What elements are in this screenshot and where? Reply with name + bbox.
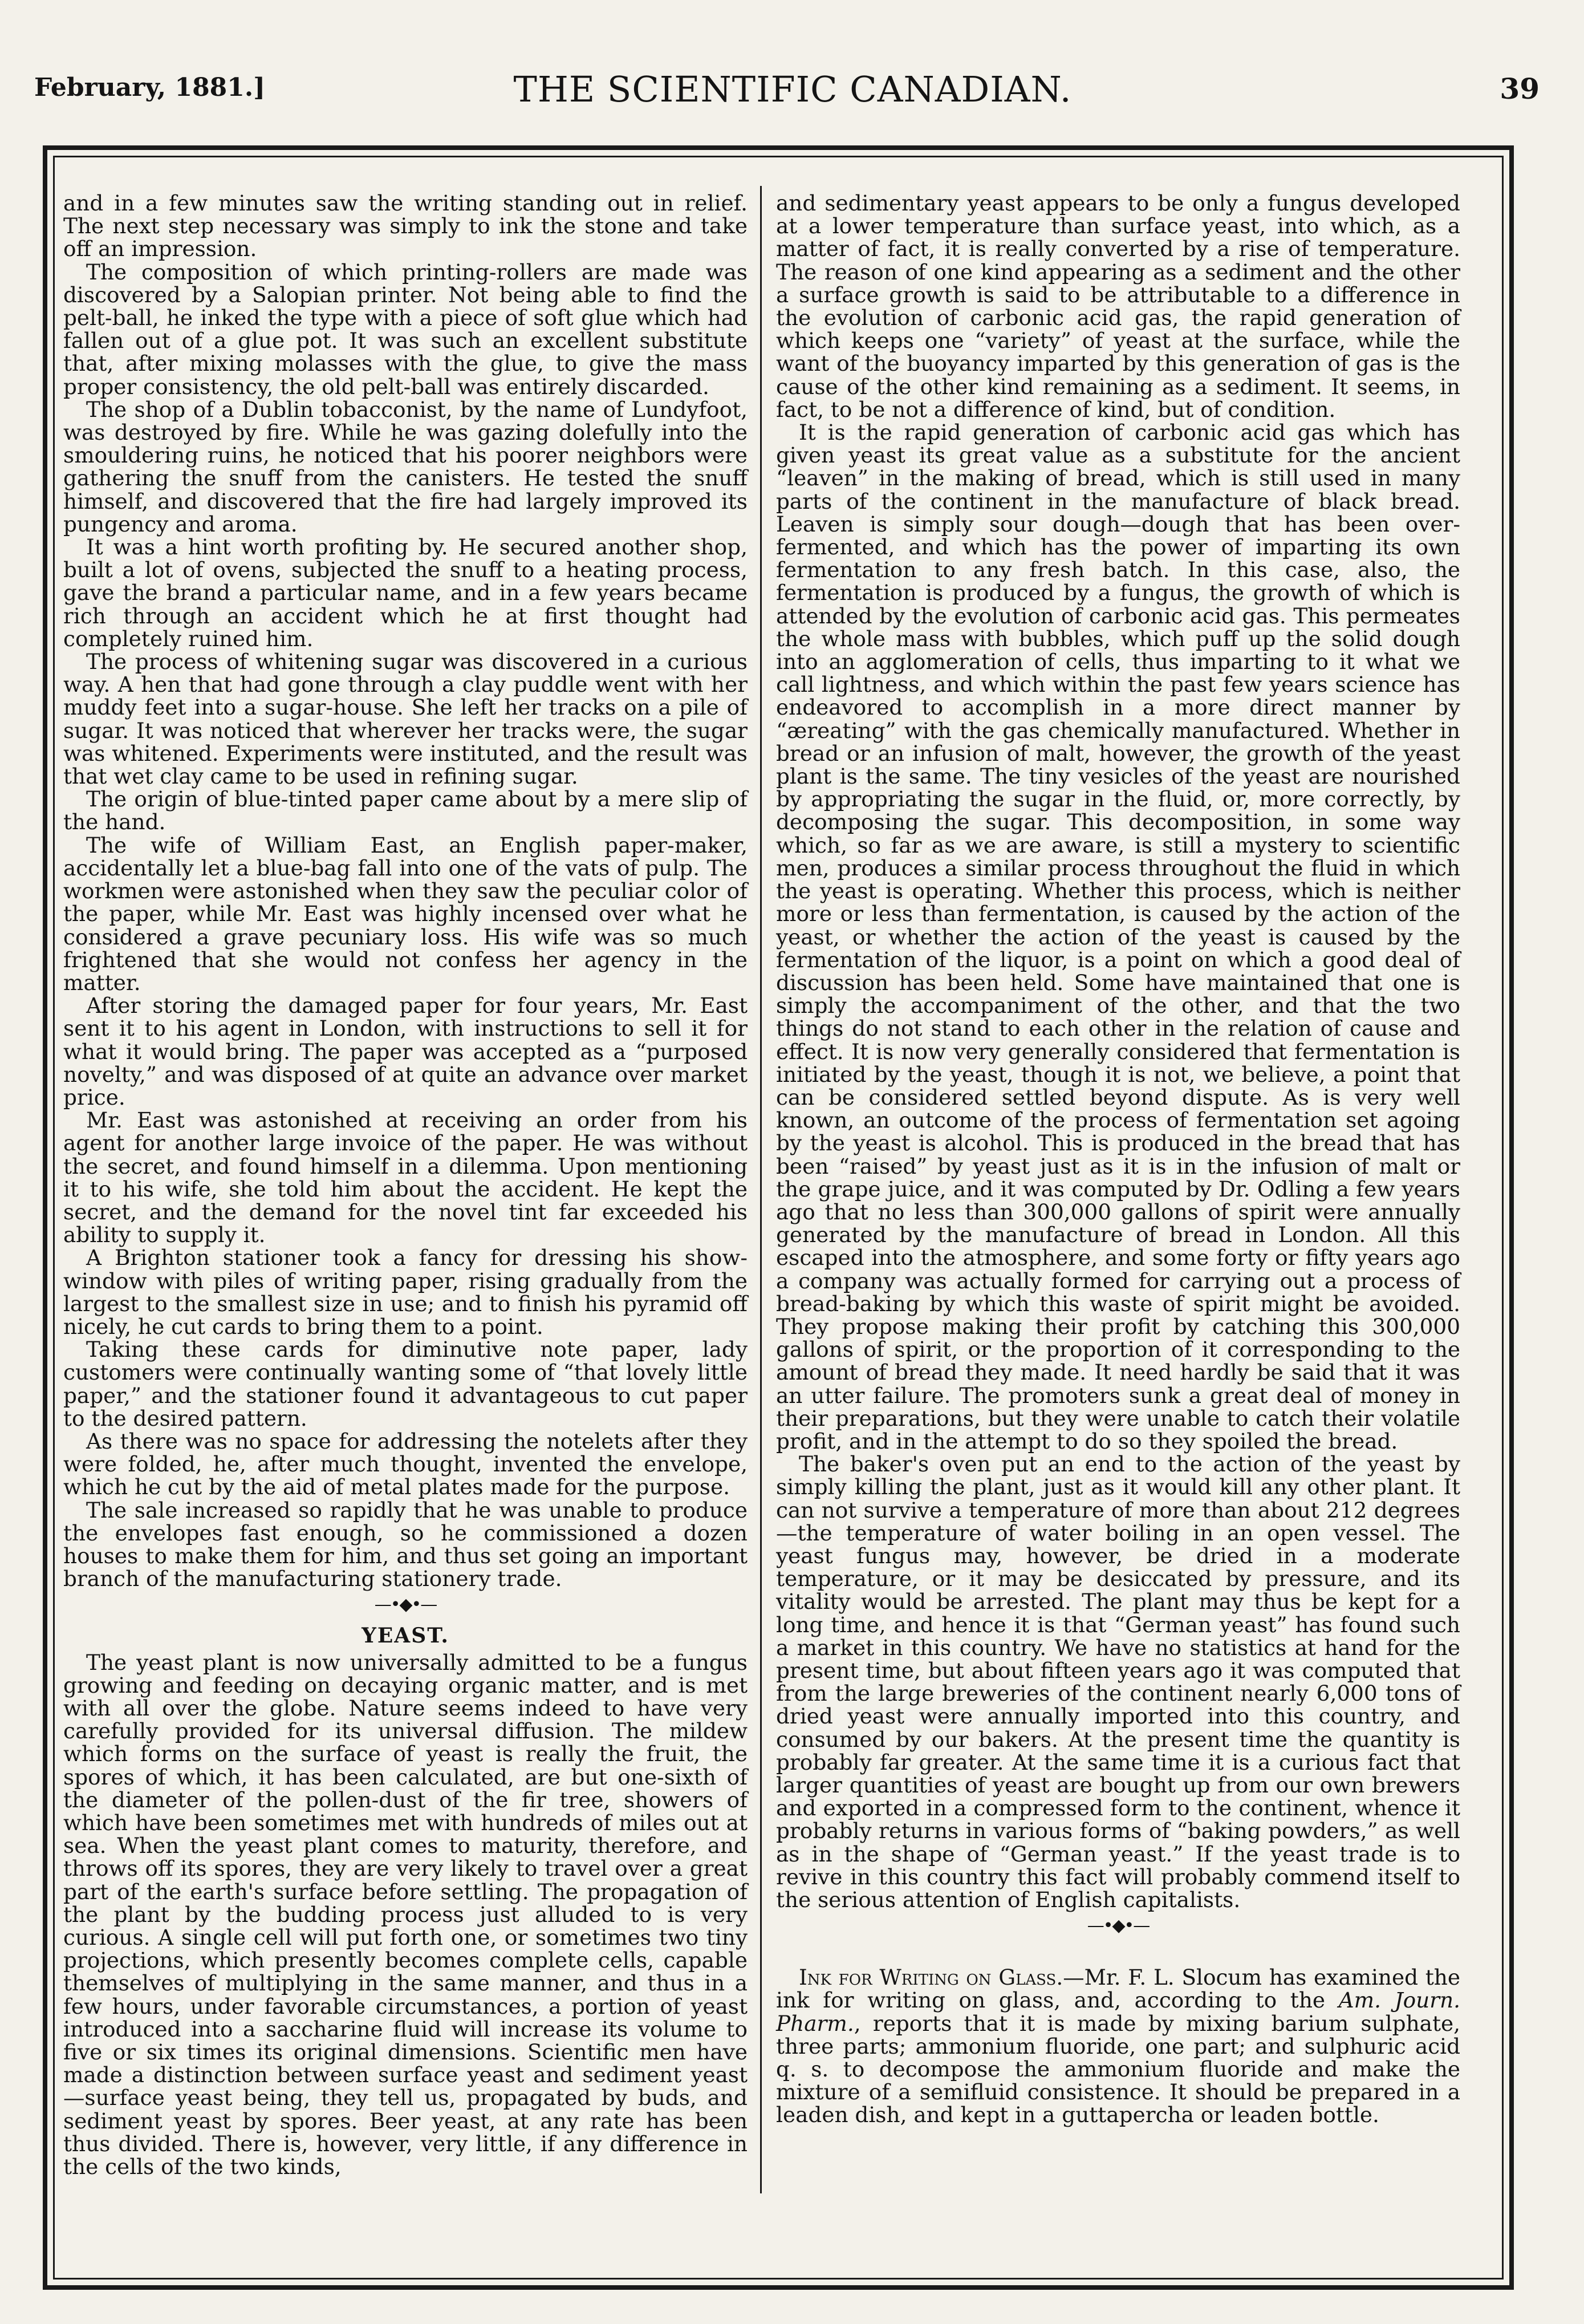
paragraph: and in a few minutes saw the writing standing out in relief. The next step necessary was simply to ink the stone and take off an impression. — [63, 190, 748, 262]
section-title-yeast: YEAST. — [362, 1624, 449, 1648]
paragraph: As there was no space for addressing the notelets after they were folded, he, after much thought, invented the envelope, which he cut by the aid of metal plates made for the purpose. — [63, 1428, 748, 1500]
note-ink-for-glass — [776, 1966, 1460, 2126]
paragraph: It is the rapid generation of carbonic acid gas which has given yeast its great value as a substitute for the ancient “leaven” in the making of bread, which is still used in many parts of the continent in the manufacture of black bread. Leaven is simply sour dough—dough that has been over-fermented, and which has the power of imparting its own fermentation to any fresh batch. In this case, also, the fermentation is produced by a fungus, the growth of which is attended by the evolution of carbonic acid gas. This permeates the whole mass with bubbles, which puff up the solid dough into an agglomeration of cells, thus imparting to it what we call lightness, and which within the past few years science has endeavored to accomplish in a more direct manner by “æreating” with the gas chemically manufactured. Whether in bread or an infusion of malt, however, the growth of the yeast plant is the same. The tiny vesicles of the yeast are nourished by appropriating the sugar in the fluid, or, more correctly, by decomposing the sugar. This decomposition, in some way which, so far as we are aware, is still a mystery to scientific men, produces a similar process throughout the fluid in which the yeast is operating. Whether this process, which is neither more or less than fermentation, is caused by the action of the yeast, or whether the action of the yeast is caused by the fermentation of the liquor, is a point on which a good deal of discussion has been held. Some have maintained that one is simply the accompaniment of the other, and that the two things do not stand to each other in the relation of cause and effect. It is now very generally considered that fermentation is initiated by the yeast, though it is not, we believe, a point that can be considered settled beyond dispute. As is very well known, an outcome of the process of fermentation set agoing by the yeast is alcohol. This is produced in the bread that has been “raised” by yeast just as it is in the infusion of malt or the grape juice, and it was computed by Dr. Odling a few years ago that no less than 300,000 gallons of spirit were annually generated by the manufacture of bread in London. All this escaped into the atmosphere, and some forty or fifty years ago a company was actually formed for carrying out a process of bread-baking by which this waste of spirit might be avoided. They propose making their profit by catching this 300,000 gallons of spirit, or the proportion of it corresponding to the amount of bread they made. It need hardly be said that it was an utter failure. The promoters sunk a great deal of money in their preparations, but they were unable to catch their volatile profit, and in the attempt to do so they spoiled the bread. — [776, 420, 1460, 1454]
paragraph: The baker's oven put an end to the action of the yeast by simply killing the plant, just as it would kill any other plant. It can not survive a temperature of more than about 212 degrees—the temperature of water boiling in an open vessel. The yeast fungus may, however, be dried in a moderate temperature, or it may be desiccated by pressure, and its vitality would be arrested. The plant may thus be kept for a long time, and hence it is that “German yeast” has found such a market in this country. We have no statistics at hand for the present time, but about fifteen years ago it was computed that from the large breweries of the continent nearly 6,000 tons of dried yeast were annually imported into this country, and consumed by our bakers. At the present time the quantity is probably far greater. At the same time it is a curious fact that larger quantities of yeast are bought up from our own brewers and exported in a compressed form to the continent, whence it probably returns in various forms of “baking powders,” as well as in the shape of “German yeast.” If the yeast trade is to revive in this country this fact will probably commend itself to the serious attention of English capitalists. — [776, 1451, 1460, 1913]
paragraph: The process of whitening sugar was discovered in a curious way. A hen that had gone through a clay puddle went with her muddy feet into a sugar-house. She left her tracks on a pile of sugar. It was noticed that wherever her tracks were, the sugar was whitened. Experiments were instituted, and the result was that wet clay came to be used in refining sugar. — [63, 649, 748, 789]
note-text: —Mr. F. L. Slocum has examined the ink for writing on glass, and, according to the — [776, 1965, 1460, 2013]
paragraph: and sedimentary yeast appears to be only a fungus developed at a lower temperature than surface yeast, into which, as a matter of fact, it is really converted by a rise of temperature. The reason of one kind appearing as a sediment and the other a surface growth is said to be attributable to a difference in the evolution of carbonic acid gas, the rapid generation of which keeps one “variety” of yeast at the surface, while the want of the buoyancy imparted by this generation of gas is the cause of the other kind remaining as a sediment. It seems, in fact, to be not a difference of kind, but of condition. — [776, 190, 1460, 422]
right-column — [776, 192, 1460, 2127]
paragraph: The origin of blue-tinted paper came about by a mere slip of the hand. — [63, 786, 748, 835]
paragraph: Mr. East was astonished at receiving an order from his agent for another large invoice of the paper. He was without the secret, and found himself in a dilemma. Upon mentioning it to his wife, she told him about the accident. He kept the secret, and the demand for the novel tint far exceeded his ability to supply it. — [63, 1108, 748, 1248]
note-text: , reports that it is made by mixing barium sulphate, three parts; ammonium fluoride, one part; and sulphuric acid q. s. to decompose the ammonium fluoride and make the mixture of a semifluid consistence. It should be prepared in a leaden dish, and kept in a guttapercha or leaden bottle. — [776, 2010, 1460, 2128]
section-divider: —•◆•— — [1087, 1916, 1150, 1936]
left-column — [63, 192, 748, 2178]
page-frame — [43, 145, 1514, 2290]
section-divider: —•◆•— — [374, 1595, 437, 1615]
issue-date: February, 1881.] — [34, 73, 266, 102]
page-header — [34, 68, 1551, 131]
paragraph: A Brighton stationer took a fancy for dressing his show-window with piles of writing paper, rising gradually from the largest to the smallest size in use; and to finish his pyramid off nicely, he cut cards to bring them to a point. — [63, 1245, 748, 1339]
paragraph: It was a hint worth profiting by. He secured another shop, built a lot of ovens, subjected the snuff to a heating process, gave the brand a particular name, and in a few years became rich through an accident which he at first thought had completely ruined him. — [63, 534, 748, 651]
paragraph: The yeast plant is now universally admitted to be a fungus growing and feeding on decaying organic matter, and is met with all over the globe. Nature seems indeed to have very carefully provided for its universal diffusion. The mildew which forms on the surface of yeast is really the fruit, the spores of which, it has been calculated, are but one-sixth of the diameter of the pollen-dust of the fir tree, showers of which have been sometimes met with hundreds of miles out at sea. When the yeast plant comes to maturity, therefore, and throws off its spores, they are very likely to travel over a great part of the earth's surface before settling. The propagation of the plant by the budding process just alluded to is very curious. A single cell will put forth one, or sometimes two tiny projections, which presently becomes complete cells, capable themselves of multiplying in the same manner, and thus in a few hours, under favorable circumstances, a portion of yeast introduced into a saccharine fluid will increase its volume to five or six times its original dimensions. Scientific men have made a distinction between surface yeast and sediment yeast—surface yeast being, they tell us, propagated by buds, and sediment yeast by spores. Beer yeast, at any rate has been thus divided. There is, however, very little, if any difference in the cells of the two kinds, — [63, 1649, 748, 2180]
paragraph: Taking these cards for diminutive note paper, lady customers were continually wanting some of “that lovely little paper,” and the stationer found it advantageous to cut paper to the desired pattern. — [63, 1337, 748, 1431]
publication-title: THE SCIENTIFIC CANADIAN. — [513, 68, 1072, 110]
paragraph: The composition of which printing-rollers are made was discovered by a Salopian printer. Not being able to find the pelt-ball, he inked the type with a piece of soft glue which had fallen out of a glue pot. It was such an excellent substitute that, after mixing molasses with the glue, to give the mass proper consistency, the old pelt-ball was entirely discarded. — [63, 259, 748, 399]
column-rule — [760, 186, 762, 2193]
journal-name: Am. Journ. Pharm. — [776, 1988, 1461, 2036]
paragraph: After storing the damaged paper for four years, Mr. East sent it to his agent in London, with instructions to sell it for what it would bring. The paper was accepted as a “purposed novelty,” and was disposed of at quite an advance over market price. — [63, 993, 748, 1110]
paragraph: The shop of a Dublin tobacconist, by the name of Lundyfoot, was destroyed by fire. While he was gazing dolefully into the smouldering ruins, he noticed that his poorer neighbors were gathering the snuff from the canisters. He tested the snuff himself, and discovered that the fire had largely improved its pungency and aroma. — [63, 396, 748, 537]
page-number: 39 — [1500, 72, 1540, 106]
paragraph: The sale increased so rapidly that he was unable to produce the envelopes fast enough, so he commissioned a dozen houses to make them for him, and thus set going an important branch of the manufacturing stationery trade. — [63, 1497, 748, 1592]
paragraph: The wife of William East, an English paper-maker, accidentally let a blue-bag fall into one of the vats of pulp. The workmen were astonished when they saw the peculiar color of the paper, while Mr. East was highly incensed over what he considered a grave pecuniary loss. His wife was so much frightened that she would not confess her agency in the matter. — [63, 832, 748, 995]
page-frame-inner — [53, 156, 1504, 2280]
note-heading: Ink for Writing on Glass. — [799, 1965, 1063, 1990]
